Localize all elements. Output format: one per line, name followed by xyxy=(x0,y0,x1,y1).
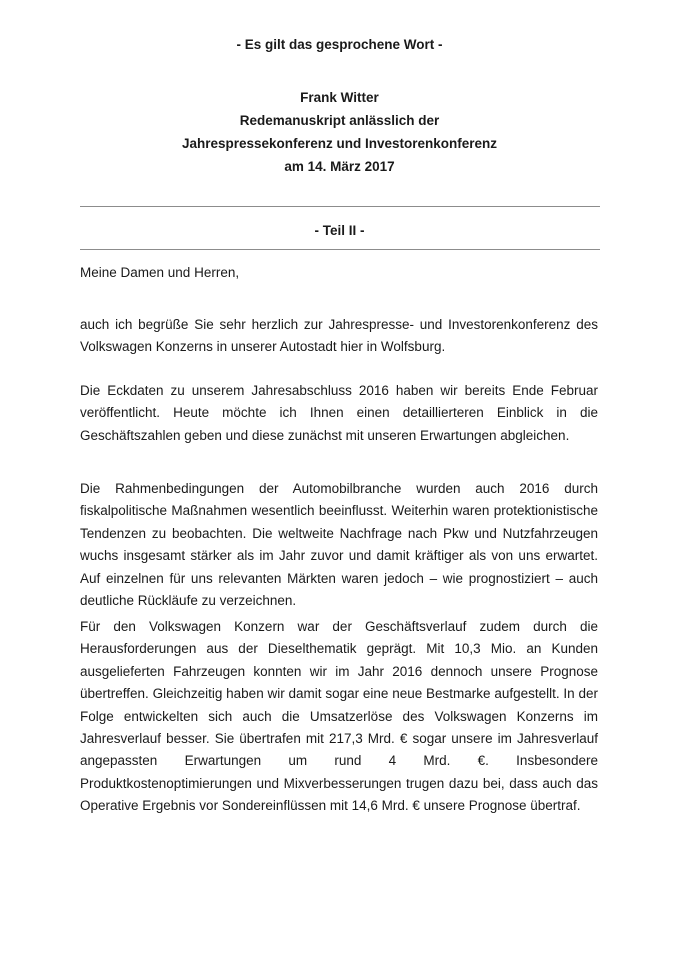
paragraph-2: Die Eckdaten zu unserem Jahresabschluss 2016 haben wir bereits Ende Februar veröffentlicht. Heute möchte ich Ihnen einen detaillierteren Einblick in die Geschäftszahlen geben und diese zunächst mit unseren Erwartungen abgleichen. xyxy=(80,383,598,443)
title-line-1: Redemanuskript anlässlich der xyxy=(239,113,440,128)
section-label: - Teil II - xyxy=(314,223,365,238)
title-line-2: Jahrespressekonferenz und Investorenkonferenz xyxy=(181,136,498,151)
divider-bottom xyxy=(80,249,600,250)
divider-top xyxy=(80,206,600,207)
date-line: am 14. März 2017 xyxy=(284,159,395,174)
salutation: Meine Damen und Herren, xyxy=(80,265,240,280)
speaker-name: Frank Witter xyxy=(300,90,379,105)
speech-notice: - Es gilt das gesprochene Wort - xyxy=(236,37,443,52)
paragraph-4: Für den Volkswagen Konzern war der Geschäftsverlauf zudem durch die Herausforderungen aus der Dieselthematik geprägt. Mit 10,3 Mio. an Kunden ausgelieferten Fahrzeugen konnten wir im Jahr 2016 dennoch unsere Prognose übertreffen. Gleichzeitig haben wir damit sogar eine neue Bestmarke aufgestellt. In der Folge entwickelten sich auch die Umsatzerlöse des Volkswagen Konzerns im Jahresverlauf besser. Sie übertrafen mit 217,3 Mrd. € sogar unsere im Jahresverlauf angepassten Erwartungen um rund 4 Mrd. €. Insbesondere Produktkostenoptimierungen und Mixverbesserungen trugen dazu bei, dass auch das Operative Ergebnis vor Sondereinflüssen mit 14,6 Mrd. € unsere Prognose übertraf. xyxy=(80,619,598,814)
paragraph-3: Die Rahmenbedingungen der Automobilbranche wurden auch 2016 durch fiskalpolitische Maßnahmen wesentlich beeinflusst. Weiterhin waren protektionistische Tendenzen zu beobachten. Die weltweite Nachfrage nach Pkw und Nutzfahrzeugen wuchs insgesamt stärker als im Jahr zuvor und damit kräftiger als von uns erwartet. Auf einzelnen für uns relevanten Märkten waren jedoch – wie prognostiziert – auch deutliche Rückläufe zu verzeichnen. xyxy=(80,481,598,609)
paragraph-1: auch ich begrüße Sie sehr herzlich zur Jahrespresse- und Investorenkonferenz des Volkswagen Konzerns in unserer Autostadt hier in Wolfsburg. xyxy=(80,317,598,355)
